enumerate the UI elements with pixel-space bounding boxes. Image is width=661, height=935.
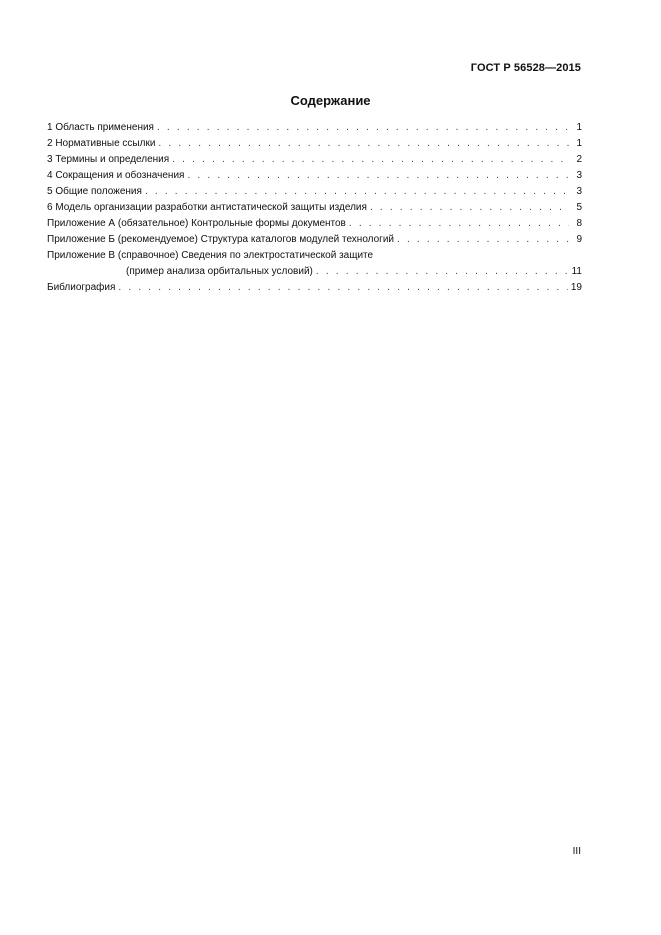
toc-entry-scope[interactable]	[47, 120, 582, 136]
toc-entry-appendix-a[interactable]	[47, 216, 582, 232]
toc-entry-page: 8	[576, 218, 582, 229]
toc-entry-page: 11	[571, 266, 582, 277]
toc-entry-page: 3	[576, 186, 582, 197]
toc-leader-dots	[172, 152, 569, 168]
toc-entry-page: 9	[576, 234, 582, 245]
toc-entry-label: Приложение А (обязательное) Контрольные формы документов	[47, 218, 346, 229]
toc-leader-dots	[118, 280, 567, 296]
toc-leader-dots	[158, 136, 569, 152]
toc-entry-bibliography[interactable]	[47, 280, 582, 296]
toc-entry-label: Библиография	[47, 282, 116, 293]
toc-leader-dots	[370, 200, 569, 216]
toc-entry-label: 2 Нормативные ссылки	[47, 138, 156, 149]
document-code: ГОСТ Р 56528—2015	[470, 62, 581, 74]
toc-entry-abbreviations[interactable]	[47, 168, 582, 184]
toc-leader-dots	[187, 168, 569, 184]
toc-leader-dots	[349, 216, 569, 232]
page-number: III	[572, 846, 581, 857]
toc-entry-general[interactable]	[47, 184, 582, 200]
toc-entry-label: Приложение В (справочное) Сведения по электростатической защите	[47, 250, 374, 261]
toc-entry-label: Приложение Б (рекомендуемое) Структура каталогов модулей технологий	[47, 234, 394, 245]
toc-entry-page: 2	[576, 154, 582, 165]
table-of-contents	[47, 120, 582, 296]
toc-entry-label: 5 Общие положения	[47, 186, 142, 197]
toc-entry-label-continuation: (пример анализа орбитальных условий)	[126, 266, 313, 277]
toc-leader-dots	[316, 264, 569, 280]
toc-entry-label: 1 Область применения	[47, 122, 154, 133]
toc-entry-references[interactable]	[47, 136, 582, 152]
toc-entry-label: 3 Термины и определения	[47, 154, 170, 165]
toc-entry-label: 4 Сокращения и обозначения	[47, 170, 185, 181]
toc-entry-page: 5	[576, 202, 582, 213]
toc-entry-page: 19	[570, 282, 582, 293]
toc-entry-label: 6 Модель организации разработки антистатической защиты изделия	[47, 202, 367, 213]
toc-entry-model[interactable]	[47, 200, 582, 216]
toc-leader-dots	[145, 184, 569, 200]
toc-entry-appendix-b[interactable]	[47, 232, 582, 248]
toc-entry-page: 1	[576, 122, 582, 133]
toc-leader-dots	[157, 120, 569, 136]
toc-entry-appendix-v[interactable]	[47, 248, 582, 280]
toc-entry-page: 3	[576, 170, 582, 181]
toc-title: Содержание	[290, 93, 371, 108]
toc-entry-terms[interactable]	[47, 152, 582, 168]
toc-entry-page: 1	[576, 138, 582, 149]
toc-leader-dots	[397, 232, 569, 248]
